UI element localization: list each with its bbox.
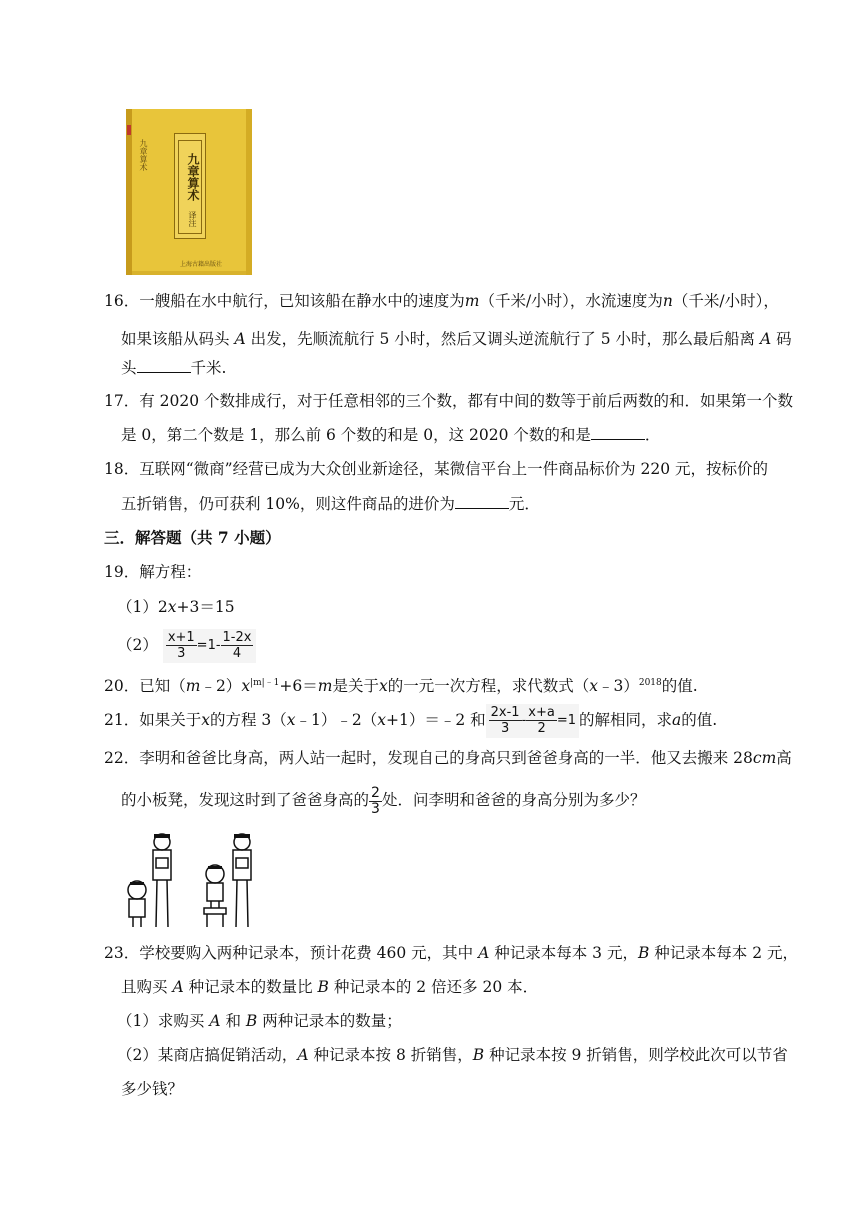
section-heading: 三．解答题（共 7 小题） [104, 528, 281, 547]
q18-line1: 18．互联网“微商”经营已成为大众创业新途径，某微信平台上一件商品标价为 220 元，按标价的 [104, 460, 769, 478]
book-title: 九章算术 [186, 153, 200, 201]
q17-line2: 是 0，第二个数是 1，那么前 6 个数的和是 0，这 2020 个数的和是 ． [121, 426, 661, 444]
q21-equation: $\frac{2x-1}{3}$ - $\frac{x+a}{2}$ =1 [486, 704, 579, 738]
q17-line1: 17．有 2020 个数排成行，对于任意相邻的三个数，都有中间的数等于前后两数的和．如果第一个数 [104, 392, 794, 410]
answer-blank [455, 494, 509, 509]
q16-line3: 头 千米. [121, 359, 227, 377]
q21-text: 21．如果关于x的方程 3（x﹣1）﹣2（x+1）＝﹣2 和 $\frac{2x-1}{3}$ - $\frac{x+a}{2}$ =1 的解相同，求a的值. [104, 705, 718, 736]
q22-line2: 的小板凳，发现这时到了爸爸身高的 $\frac{2}{3}$ 处．问李明和爸爸的身高分别为多少？ [121, 784, 646, 817]
answer-blank [137, 358, 191, 373]
q23-part2: （2）某商店搞促销活动，A 种记录本按 8 折销售，B 种记录本按 9 折销售，则学校此次可以节省 [117, 1046, 788, 1064]
q19-part1: （1）2x+3＝15 [117, 598, 235, 616]
answer-blank [591, 425, 645, 440]
book-side-text: 九章算术 [139, 139, 148, 171]
book-red-mark [127, 125, 131, 135]
q23-part2-cont: 多少钱？ [121, 1080, 184, 1098]
book-subtitle: 译注 [188, 211, 197, 227]
height-comparison-figure [120, 828, 270, 932]
q18-line2: 五折销售，仍可获利 10%，则这件商品的进价为 元． [121, 495, 540, 513]
q22-line1: 22．李明和爸爸比身高，两人站一起时，发现自己的身高只到爸爸身高的一半．他又去搬来 28cm高 [104, 749, 792, 767]
q19-part2: （2） $\frac{x+1}{3}$ =1- $\frac{1-2x}{4}$ [117, 628, 256, 663]
book-publisher: 上海古籍出版社 [180, 261, 223, 268]
q16-line2: 如果该船从码头 A 出发，先顺流航行 5 小时，然后又调头逆流航行了 5 小时，那么最后船离 A 码 [121, 330, 792, 348]
q23-part1: （1）求购买 A 和 B 两种记录本的数量； [117, 1012, 402, 1030]
q19-equation: $\frac{x+1}{3}$ =1- $\frac{1-2x}{4}$ [163, 629, 257, 663]
q23-line1: 23．学校要购入两种记录本，预计花费 460 元，其中 A 种记录本每本 3 元，B 种记录本每本 2 元， [104, 944, 799, 962]
book-title-label [174, 133, 206, 239]
q16-line1: 16．一艘船在水中航行，已知该船在静水中的速度为m（千米/小时），水流速度为n（千米/小时）， [104, 292, 779, 310]
q19-title: 19．解方程： [104, 563, 202, 581]
book-cover-image [126, 109, 252, 275]
q20-text: 20．已知$(m﹣2)x^{|m|﹣1}+6=m$是关于x的一元一次方程，求代数式（x﹣3）$^{2018}$的值. [104, 677, 698, 696]
q23-line2: 且购买 A 种记录本的数量比 B 种记录本的 2 倍还多 20 本． [121, 978, 539, 996]
